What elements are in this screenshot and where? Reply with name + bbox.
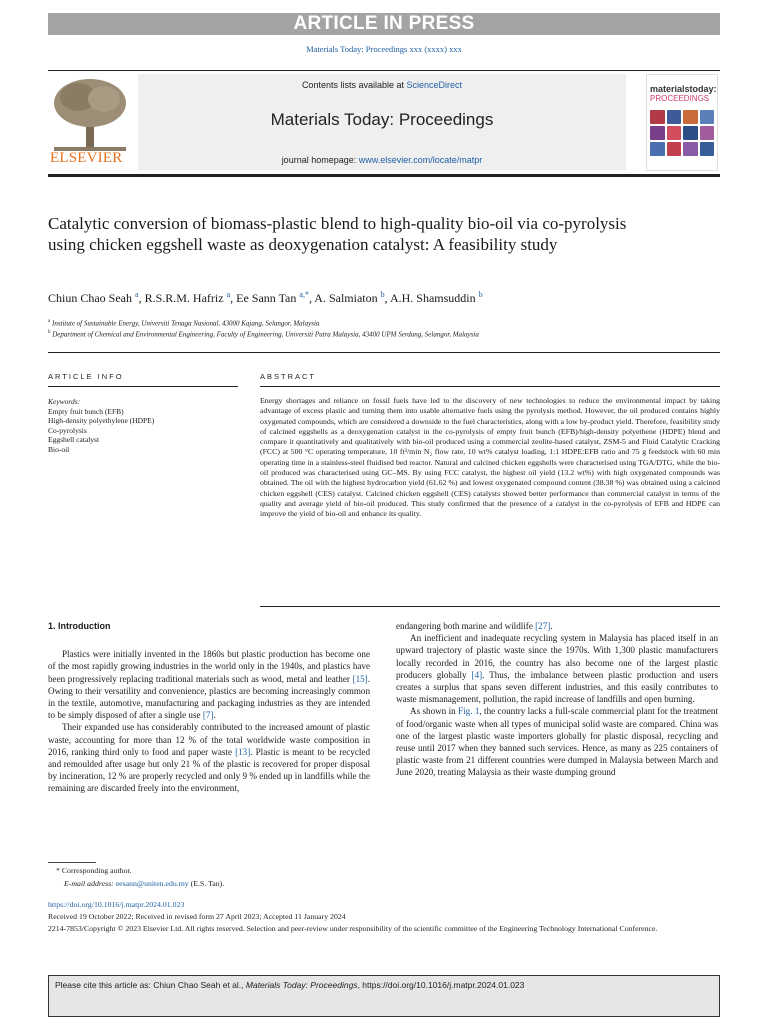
journal-header <box>48 70 720 177</box>
author[interactable]: A.H. Shamsuddin $^b$ <box>389 290 483 305</box>
reference-link[interactable]: [13] <box>235 746 251 757</box>
abstract-heading: ABSTRACT <box>260 372 317 381</box>
divider <box>48 352 720 353</box>
sciencedirect-link[interactable]: ScienceDirect <box>406 80 463 90</box>
text-run: As shown in <box>410 706 459 717</box>
text-run: Their expanded use has considerably contributed to the increased amount of plastic waste, accounting for more than 12 % of the total worldwide waste composition in 2016, ranking third only to food and paper waste <box>48 722 370 757</box>
keyword: Co-pyrolysis <box>48 425 87 435</box>
cover-image-grid <box>650 110 714 156</box>
section-heading: 1. Introduction <box>48 621 111 631</box>
body-paragraph <box>396 632 718 705</box>
journal-cover-thumbnail[interactable] <box>646 74 718 171</box>
tree-icon <box>48 75 132 153</box>
reference-link[interactable]: [27] <box>535 621 551 631</box>
contents-prefix: Contents lists available at <box>301 80 404 90</box>
divider <box>260 606 720 607</box>
publisher-name: ELSEVIER <box>50 150 123 166</box>
text-run: . Owing to their versatility and convenience, plastics are becoming increasingly common in the textile, automotive, manufacturing and packaging industries as they are intended to be simply disposed of after a single use <box>48 673 370 721</box>
text-run: endangering both marine and wildlife <box>396 621 536 631</box>
body-left-column <box>48 620 370 795</box>
keyword: Eggshell catalyst <box>48 435 100 444</box>
journal-masthead <box>138 74 626 170</box>
keywords-label: Keywords: <box>48 397 81 406</box>
citation-box <box>48 975 720 1017</box>
doi-link[interactable]: https://doi.org/10.1016/j.matpr.2024.01.023 <box>48 900 185 909</box>
body-paragraph <box>48 648 370 721</box>
author[interactable]: R.S.R.M. Hafriz $^a$ <box>144 290 231 305</box>
text-run: . <box>213 710 216 721</box>
reference-link[interactable]: Fig. 1 <box>458 706 480 717</box>
contents-line <box>138 80 626 90</box>
citation-text[interactable]: Please cite this article as: Chiun Chao Seah et al., Materials Today: Proceedings, https://doi.org/10.1016/j.matpr.2024.01.023 <box>55 980 525 990</box>
author[interactable]: Chiun Chao Seah $^a$ <box>48 290 139 305</box>
homepage-link[interactable]: www.elsevier.com/locate/matpr <box>358 155 483 165</box>
cover-title <box>650 85 717 103</box>
journal-reference[interactable]: Materials Today: Proceedings xxx (xxxx) xxx <box>306 44 462 54</box>
body-paragraph <box>48 721 370 794</box>
divider <box>48 386 238 387</box>
article-in-press-banner: ARTICLE IN PRESS <box>48 13 720 35</box>
received-dates: Received 19 October 2022; Received in revised form 27 April 2023; Accepted 11 January 2024 <box>48 912 346 921</box>
cover-title-sub: PROCEEDINGS <box>650 94 710 103</box>
corresponding-author-note: * Corresponding author. <box>56 866 132 875</box>
divider <box>260 386 720 387</box>
author[interactable]: A. Salmiaton $^b$ <box>314 290 385 305</box>
affiliation-b: $^b$ Department of Chemical and Environmental Engineering, Faculty of Engineering, Universiti Putra Malaysia, 43400 UPM Serdang, Selangor, Malaysia <box>48 330 479 339</box>
elsevier-logo[interactable] <box>48 75 132 171</box>
keyword: High-density polyethylene (HDPE) <box>48 416 155 425</box>
reference-link[interactable]: [4] <box>471 669 483 680</box>
article-info-heading: ARTICLE INFO <box>48 372 124 381</box>
abstract-text: Energy shortages and reliance on fossil fuels have led to the discovery of new technologies to reduce the environmental impact by taking advantage of excess plastic and turning them into usable alternative fuels using the pyrolysis method. However, the oil produced contains highly oxygenated compounds, which are considered a downside to the fuel characteristics, along with a low by-product yield. Therefore, feasibility study of calcined eggshells as a deoxygenation catalyst in the co-pyrolysis of empty fruit bunch (EFB)/high-density polyethene (HDPE) blend and compare it quantitatively and qualitatively with bio-oil produced using a commercial zeolite-based catalyst, ZSM-5 and Fluid Catalytic Cracking (FCC) at 500 °C operating temperature, 10 ft³/min N₂ flow rate, 10 wt% catalyst loading, 1:1 HDPE:EFB ratio and 75 g feedstock with 60 min operating time in a stainless-steel fluidised bed reactor. Natural and calcined chicken eggshells were characterised using TGA/DTG, while the bio-oil produced was characterised using GC–MS. By using FCC catalyst, the highest oil yield (13.2 wt%) with high oxygenated compounds was obtained. The oil with the highest hydrocarbon yield (61.62 %) and lowest oxygenated compound content (38.38 %) was obtained using a calcined chicken eggshell (CES) catalyst. Calcined chicken eggshell (CES) catalysts showed better performance than commercial catalyst in terms of the quality and average yield of bio-oil produced. This study confirmed that the presence of a catalyst in the co-pyrolysis of EFB and HDPE can improve the yield of bio-oil and enhance its quality. <box>260 396 720 519</box>
body-paragraph <box>396 705 718 778</box>
affiliation-a: $^a$ Institute of Sustainable Energy, Universiti Tenaga Nasional, 43000 Kajang, Selangor, Malaysia <box>48 319 320 328</box>
reference-link[interactable]: [15] <box>352 673 368 684</box>
text-run: . Plastic is meant to be recycled and remoulded after usage but only 21 % of the plastic is recovered for proper disposal by incineration, 12 % are properly recycled and only 9 % ended up in landfills while the remaining are discarded freely into the environment, <box>48 746 370 794</box>
text-run: . Thus, the imbalance between plastic production and users creates a surplus that spans seven different industries, and this easily contributes to waste mismanagement, pollution, the rapid increase of landfills and open burning. <box>396 669 718 705</box>
footnote-divider <box>48 862 96 863</box>
author[interactable]: Ee Sann Tan $^{a,*}$ <box>236 290 309 305</box>
keyword: Bio-oil <box>48 444 70 454</box>
cover-title-main: materialstoday: <box>650 84 717 94</box>
reference-link[interactable]: [7] <box>202 710 214 721</box>
keyword: Empty fruit bunch (EFB) <box>48 406 124 416</box>
article-title: Catalytic conversion of biomass-plastic blend to high-quality bio-oil via co-pyrolysis using chicken eggshell waste as deoxygenation catalyst: A feasibility study <box>48 214 627 254</box>
text-run: Plastics were initially invented in the 1860s but plastic production has become one of the most rapidly growing industries in the world only in the 1940s, and plastics have been progressively replacing traditional materials such as wood, metal and leather <box>48 649 370 684</box>
copyright-notice: 2214-7853/Copyright © 2023 Elsevier Ltd. All rights reserved. Selection and peer-review under responsibility of the scientific committee of the Engineering Technology International Conference. <box>48 924 658 933</box>
homepage-prefix: journal homepage: <box>281 155 357 165</box>
text-run: , the country lacks a full-scale commercial plant for the treatment of food/organic waste when all types of municipal solid waste are compared. China was one of the largest plastic waste importers globally for plastic disposal, recycling and reuse until 2017 when they banned such services. Hence, as many as 225 containers of plastic waste from 21 different countries were dumped in Malaysia between March and June 2020, treating Malaysia as their waste dumping ground <box>396 706 718 778</box>
author-list: Chiun Chao Seah $^a$, R.S.R.M. Hafriz $^a$, Ee Sann Tan $^{a,*}$, A. Salmiaton $^b$, A.H. Shamsuddin $^b$ <box>48 290 483 305</box>
email-note: E-mail address: eesann@uniten.edu.my (E.S. Tan). <box>64 879 225 888</box>
keywords-block <box>48 397 238 454</box>
homepage-line <box>138 155 626 165</box>
body-paragraph <box>396 620 718 632</box>
text-run: . <box>550 621 553 631</box>
body-right-column <box>396 620 718 779</box>
text-run: An inefficient and inadequate recycling system in Malaysia has placed itself in an upward trajectory of plastic waste since the 1970s. With 1,300 plastic manufacturers locally recorded in 2016, the country has also become one of the largest plastic producers globally <box>396 633 718 680</box>
journal-title: Materials Today: Proceedings <box>270 110 494 129</box>
email-link[interactable]: eesann@uniten.edu.my <box>115 879 189 888</box>
